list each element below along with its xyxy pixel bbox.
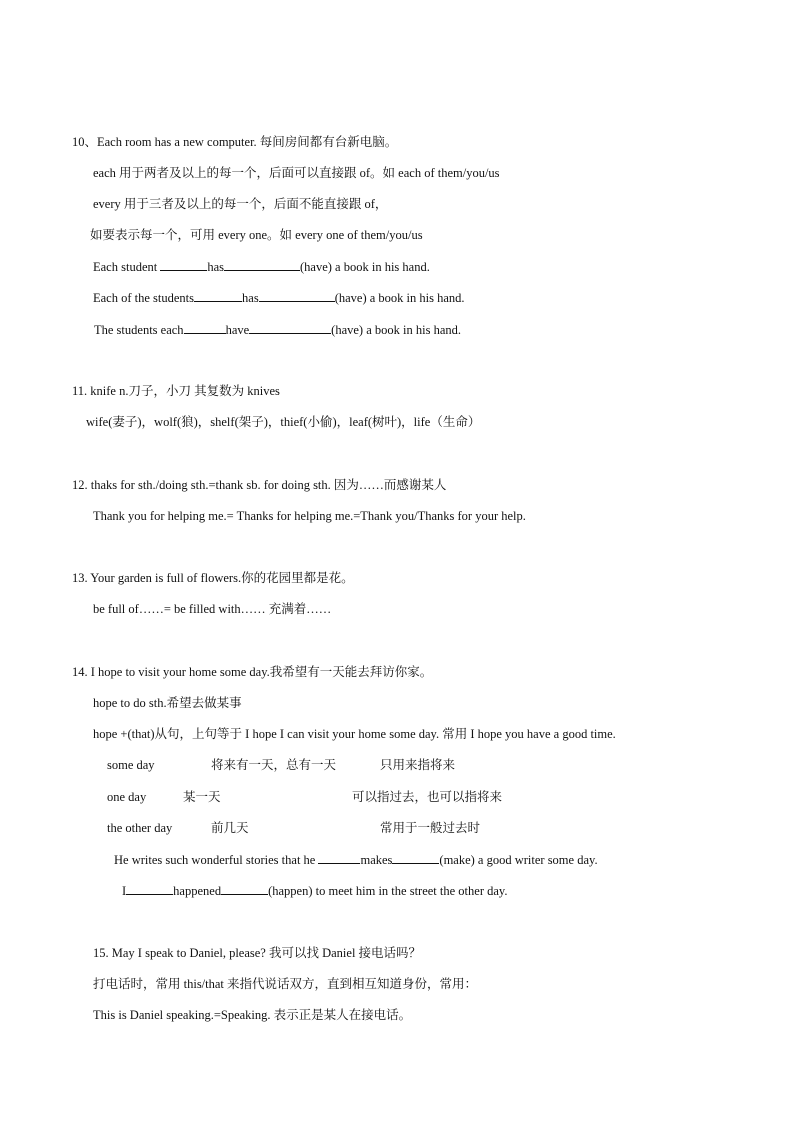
fill-blank bbox=[224, 258, 300, 271]
section-10-line-each: each 用于两者及以上的每一个，后面可以直接跟 of。如 each of them/you/us bbox=[93, 166, 500, 180]
fill-blank bbox=[160, 258, 207, 271]
fill-blank bbox=[392, 851, 439, 864]
section-14-hope-clause: hope +(that)从句，上句等于 I hope I can visit your home some day. 常用 I hope you have a good time. bbox=[93, 727, 616, 741]
section-10-exercise-2 bbox=[93, 289, 465, 306]
exercise-text: (happen) to meet him in the street the other day. bbox=[268, 884, 508, 898]
fill-blank bbox=[318, 851, 360, 864]
fill-blank bbox=[221, 882, 268, 895]
exercise-answer: have bbox=[225, 323, 250, 337]
section-12-example: Thank you for helping me.= Thanks for helping me.=Thank you/Thanks for your help. bbox=[93, 509, 526, 523]
exercise-text: (make) a good writer some day. bbox=[439, 853, 598, 867]
section-10-exercise-3 bbox=[94, 321, 461, 338]
row-meaning: 将来有一天，总有一天 bbox=[211, 758, 337, 772]
exercise-answer: happened bbox=[173, 884, 222, 898]
exercise-answer: makes bbox=[360, 853, 393, 867]
exercise-text: Each student bbox=[93, 260, 161, 274]
section-11-examples: wife(妻子)，wolf(狼)，shelf(架子)，thief(小偷)，leaf(树叶)，life（生命） bbox=[86, 415, 481, 429]
section-15-line-phone: 打电话时，常用 this/that 来指代说话双方，直到相互知道身份，常用： bbox=[93, 977, 478, 991]
row-note: 只用来指将来 bbox=[380, 758, 456, 772]
fill-blank bbox=[184, 321, 226, 334]
section-12-title: 12. thaks for sth./doing sth.=thank sb. for doing sth. 因为……而感谢某人 bbox=[72, 478, 447, 492]
section-10-line-every-one: 如要表示每一个，可用 every one。如 every one of them/you/us bbox=[90, 228, 423, 242]
exercise-text: Each of the students bbox=[93, 291, 195, 305]
exercise-text: (have) a book in his hand. bbox=[331, 323, 461, 337]
row-note: 常用于一般过去时 bbox=[380, 821, 481, 835]
section-15-line-speaking: This is Daniel speaking.=Speaking. 表示正是某人在接电话。 bbox=[93, 1008, 412, 1022]
row-meaning: 某一天 bbox=[183, 790, 221, 804]
section-14-title: 14. I hope to visit your home some day.我希望有一天能去拜访你家。 bbox=[72, 665, 433, 679]
section-14-hope-to: hope to do sth.希望去做某事 bbox=[93, 696, 242, 710]
section-13-title: 13. Your garden is full of flowers.你的花园里都是花。 bbox=[72, 571, 354, 585]
section-14-exercise-2 bbox=[122, 882, 507, 899]
section-11-title: 11. knife n.刀子，小刀 其复数为 knives bbox=[72, 384, 280, 398]
fill-blank bbox=[249, 321, 331, 334]
fill-blank bbox=[259, 289, 335, 302]
fill-blank bbox=[126, 882, 173, 895]
section-10-exercise-1 bbox=[93, 258, 430, 275]
section-10-line-every: every 用于三者及以上的每一个，后面不能直接跟 of， bbox=[93, 197, 388, 211]
section-14-row-some-day bbox=[107, 757, 455, 773]
exercise-answer: has bbox=[207, 260, 225, 274]
section-14-row-one-day bbox=[107, 789, 502, 805]
section-14-exercise-1 bbox=[114, 851, 598, 868]
section-15-title: 15. May I speak to Daniel, please? 我可以找 Daniel 接电话吗？ bbox=[93, 946, 422, 960]
exercise-text: He writes such wonderful stories that he bbox=[114, 853, 319, 867]
exercise-text: (have) a book in his hand. bbox=[334, 291, 465, 305]
row-term: the other day bbox=[107, 821, 173, 835]
exercise-text: (have) a book in his hand. bbox=[300, 260, 430, 274]
row-term: one day bbox=[107, 790, 147, 804]
exercise-answer: has bbox=[242, 291, 259, 305]
exercise-text: I bbox=[122, 884, 127, 898]
row-term: some day bbox=[107, 758, 155, 772]
row-note: 可以指过去，也可以指将来 bbox=[352, 790, 503, 804]
section-14-row-the-other-day bbox=[107, 820, 480, 836]
section-13-line: be full of……= be filled with…… 充满着…… bbox=[93, 602, 332, 616]
section-10-title: 10、Each room has a new computer. 每间房间都有台新电脑。 bbox=[72, 135, 398, 149]
row-meaning: 前几天 bbox=[211, 821, 249, 835]
exercise-text: The students each bbox=[94, 323, 184, 337]
fill-blank bbox=[194, 289, 242, 302]
